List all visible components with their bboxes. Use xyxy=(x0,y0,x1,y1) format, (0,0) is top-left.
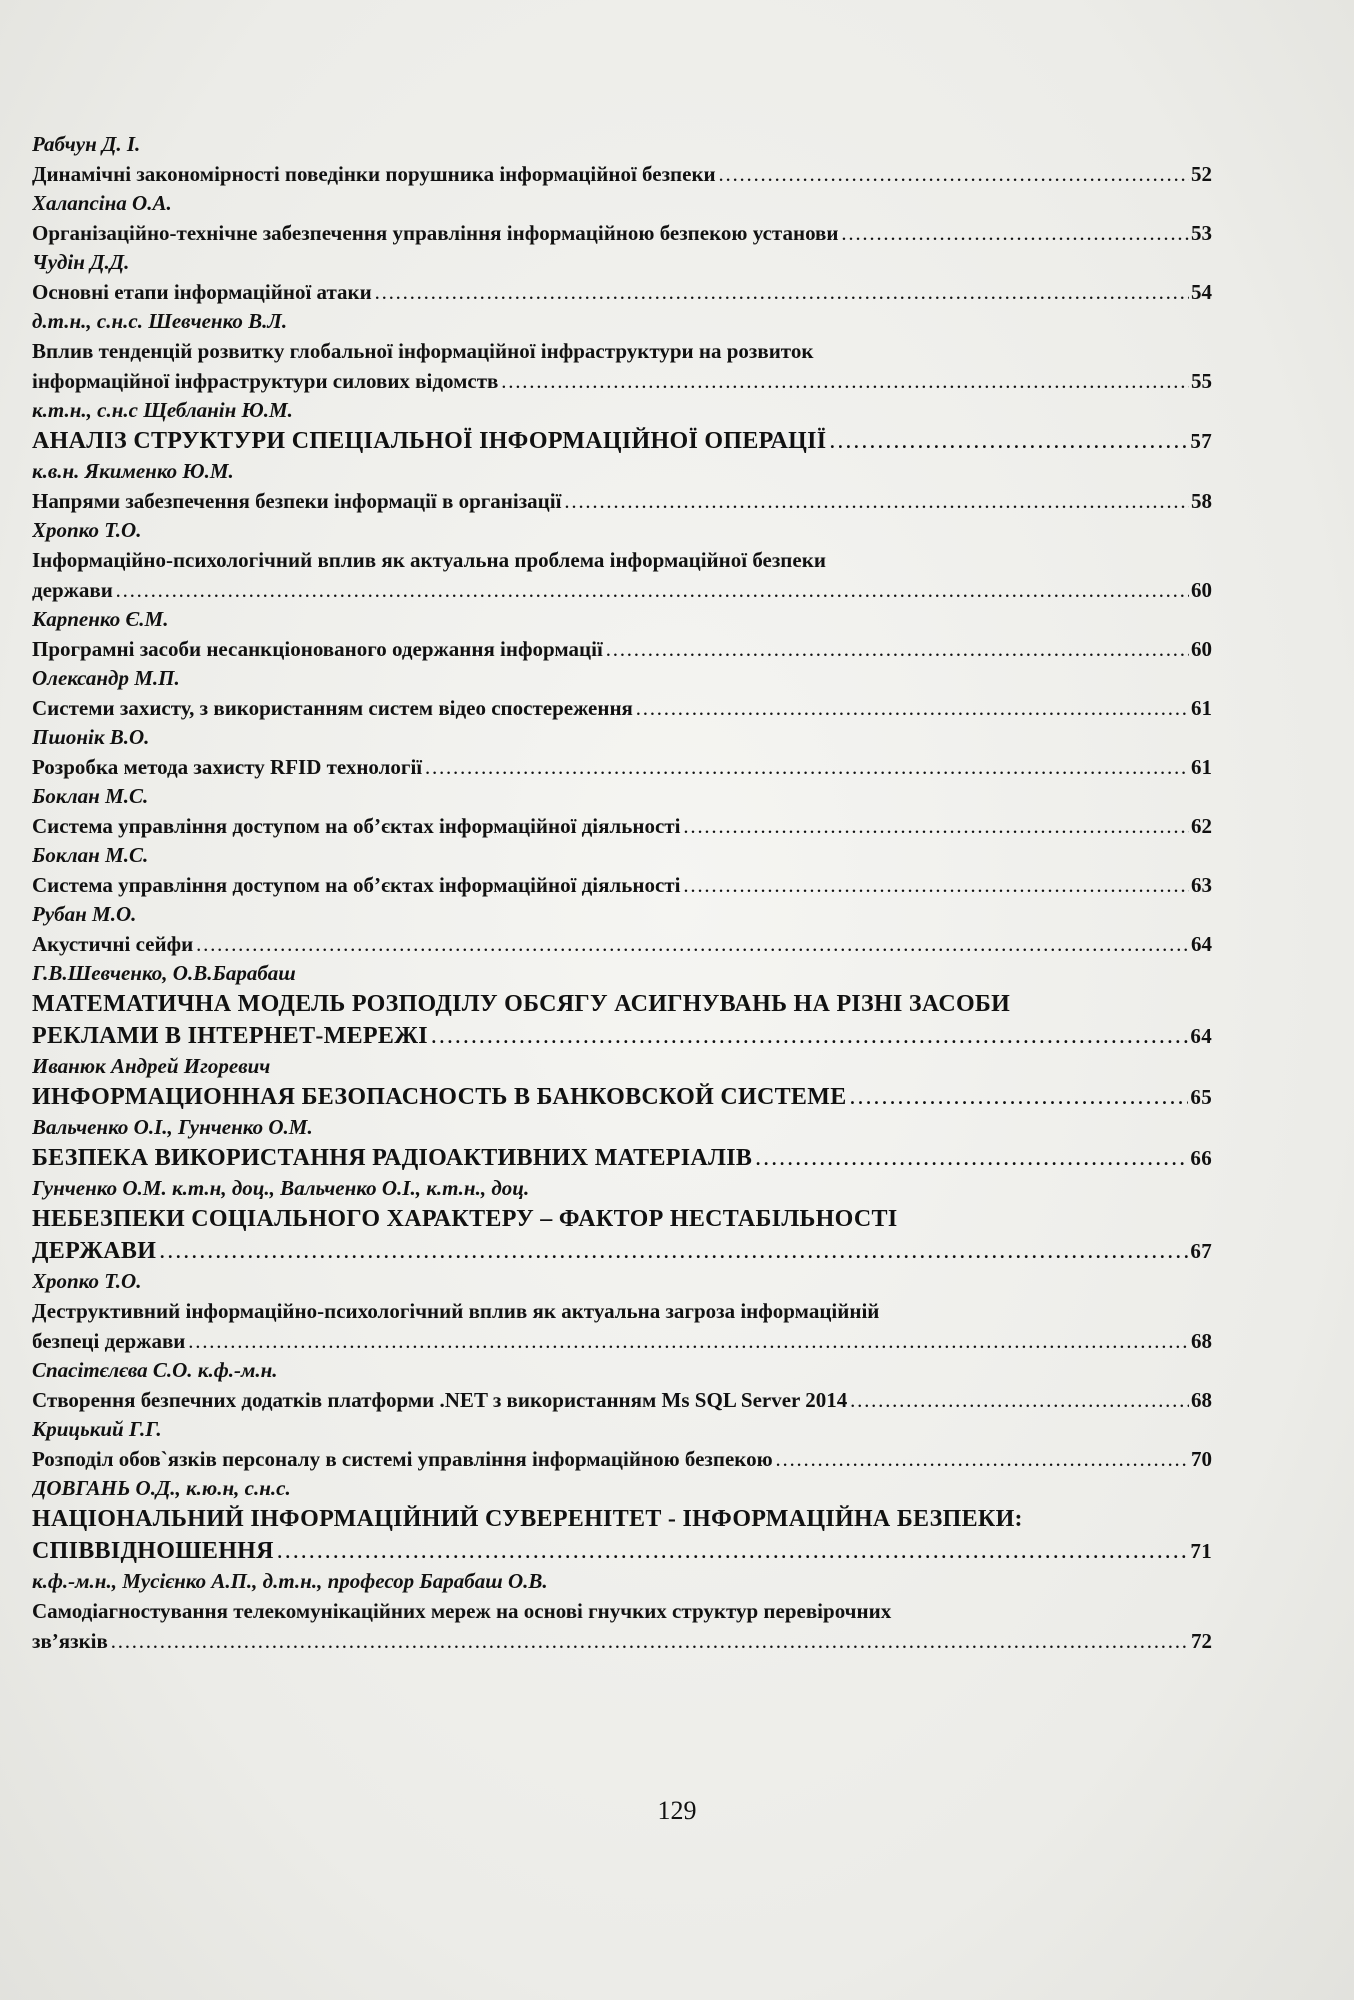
toc-entry-title-line: НАЦІОНАЛЬНИЙ ІНФОРМАЦІЙНИЙ СУВЕРЕНІТЕТ - ІНФОРМАЦІЙНА БЕЗПЕКИ: xyxy=(32,1506,1023,1532)
toc-entry-title-line-last xyxy=(32,159,1212,189)
toc-entry-title-text: ИНФОРМАЦИОННАЯ БЕЗОПАСНОСТЬ В БАНКОВСКОЙ СИСТЕМЕ xyxy=(32,1084,847,1110)
dot-leader xyxy=(158,1235,1188,1267)
toc-entry-author: д.т.н., с.н.с. Шевченко В.Л. xyxy=(32,309,288,333)
toc-entry-title-text: Створення безпечних додатків платформи .NET з використанням Ms SQL Server 2014 xyxy=(32,1388,848,1412)
toc-entry xyxy=(32,1474,1212,1567)
toc-entry-title-text: БЕЗПЕКА ВИКОРИСТАННЯ РАДІОАКТИВНИХ МАТЕРІАЛІВ xyxy=(32,1145,753,1171)
toc-entry-title-text: Програмні засоби несанкціонованого одержання інформації xyxy=(32,637,603,661)
toc-entry-title-text: ДЕРЖАВИ xyxy=(32,1238,157,1264)
toc-entry-title-line: МАТЕМАТИЧНА МОДЕЛЬ РОЗПОДІЛУ ОБСЯГУ АСИГНУВАНЬ НА РІЗНІ ЗАСОБИ xyxy=(32,991,1011,1017)
toc-entry-title-line-last xyxy=(32,218,1212,248)
dot-leader xyxy=(187,1326,1189,1356)
toc-entry-author: Рубан М.О. xyxy=(32,902,137,926)
toc-entry-page: 70 xyxy=(1191,1447,1212,1471)
toc-entry-page: 64 xyxy=(1190,1024,1212,1048)
toc-entry-page: 54 xyxy=(1191,280,1212,304)
toc-entry-title-line-last xyxy=(32,929,1212,959)
toc-entry-page: 67 xyxy=(1190,1239,1212,1263)
toc-entry-title-text: Основні етапи інформаційної атаки xyxy=(32,280,372,304)
toc-entry-author: Боклан М.С. xyxy=(32,784,149,808)
toc-entry xyxy=(32,1415,1212,1474)
toc-entry-title-text: Система управління доступом на об’єктах інформаційної діяльності xyxy=(32,814,681,838)
toc-entry xyxy=(32,396,1212,457)
dot-leader xyxy=(635,693,1189,723)
toc-entry-title-text: РЕКЛАМИ В ІНТЕРНЕТ-МЕРЕЖІ xyxy=(32,1023,428,1049)
toc-entry xyxy=(32,457,1212,516)
toc-entry xyxy=(32,1113,1212,1174)
dot-leader xyxy=(840,218,1189,248)
dot-leader xyxy=(849,1385,1189,1415)
toc-entry-author: Рабчун Д. І. xyxy=(32,132,141,156)
toc-entry-author: Халапсіна О.А. xyxy=(32,191,172,215)
dot-leader xyxy=(849,1081,1189,1113)
toc-entry xyxy=(32,959,1212,1052)
toc-entry-title-line-last xyxy=(32,752,1212,782)
table-of-contents xyxy=(32,130,1212,1656)
toc-entry xyxy=(32,189,1212,248)
dot-leader xyxy=(718,159,1189,189)
toc-entry-title-text: безпеці держави xyxy=(32,1329,186,1353)
toc-entry-title-line: Інформаційно-психологічний вплив як актуальна проблема інформаційної безпеки xyxy=(32,548,826,572)
dot-leader xyxy=(828,425,1188,457)
toc-entry-author: Гунченко О.М. к.т.н, доц., Вальченко О.І., к.т.н., доц. xyxy=(32,1176,530,1200)
toc-entry-page: 71 xyxy=(1190,1539,1212,1563)
toc-entry-title-line-last xyxy=(32,1081,1212,1113)
toc-entry-title-line-last xyxy=(32,1444,1212,1474)
toc-entry-author: Крицький Г.Г. xyxy=(32,1417,162,1441)
toc-entry xyxy=(32,1267,1212,1356)
toc-entry-page: 68 xyxy=(1191,1388,1212,1412)
toc-entry xyxy=(32,130,1212,189)
toc-entry-author: Хропко Т.О. xyxy=(32,1269,142,1293)
toc-entry-page: 61 xyxy=(1191,696,1212,720)
toc-entry-title-line-last xyxy=(32,811,1212,841)
toc-entry-title-line-last xyxy=(32,1020,1212,1052)
toc-entry-title-line-last xyxy=(32,634,1212,664)
toc-entry-title-text: зв’язків xyxy=(32,1629,108,1653)
toc-entry-title-text: Організаційно-технічне забезпечення управління інформаційною безпекою установи xyxy=(32,221,839,245)
dot-leader xyxy=(430,1020,1189,1052)
toc-entry xyxy=(32,723,1212,782)
dot-leader xyxy=(424,752,1189,782)
toc-entry-title-text: Система управління доступом на об’єктах інформаційної діяльності xyxy=(32,873,681,897)
toc-entry-title-line: Вплив тенденцій розвитку глобальної інформаційної інфраструктури на розвиток xyxy=(32,339,814,363)
toc-entry-title-line: Самодіагностування телекомунікаційних мереж на основі гнучких структур перевірочних xyxy=(32,1599,892,1623)
toc-entry-title-text: Напрями забезпечення безпеки інформації в організації xyxy=(32,489,562,513)
toc-entry-page: 60 xyxy=(1191,578,1212,602)
toc-entry-title-line-last xyxy=(32,575,1212,605)
toc-entry-page: 61 xyxy=(1191,755,1212,779)
toc-entry-title-line-last xyxy=(32,1385,1212,1415)
dot-leader xyxy=(110,1626,1189,1656)
toc-entry-page: 65 xyxy=(1190,1085,1212,1109)
toc-entry-author: Пшонік В.О. xyxy=(32,725,150,749)
toc-entry-title-text: СПІВВІДНОШЕННЯ xyxy=(32,1538,274,1564)
toc-entry-page: 60 xyxy=(1191,637,1212,661)
toc-entry-title-line-last xyxy=(32,366,1212,396)
toc-entry-title-line-last xyxy=(32,1535,1212,1567)
toc-entry-title-line-last xyxy=(32,486,1212,516)
toc-entry-author: Хропко Т.О. xyxy=(32,518,142,542)
toc-entry xyxy=(32,248,1212,307)
toc-entry-author: Спасітєлєва С.О. к.ф.-м.н. xyxy=(32,1358,278,1382)
toc-entry-title-text: Акустичні сейфи xyxy=(32,932,194,956)
dot-leader xyxy=(605,634,1189,664)
toc-entry-title-text: Розробка метода захисту RFID технології xyxy=(32,755,423,779)
dot-leader xyxy=(115,575,1189,605)
toc-entry xyxy=(32,664,1212,723)
page-number: 129 xyxy=(657,1796,697,1825)
toc-entry xyxy=(32,1356,1212,1415)
toc-entry xyxy=(32,841,1212,900)
toc-entry-author: Иванюк Андрей Игоревич xyxy=(32,1054,271,1078)
toc-entry-title-text: Системи захисту, з використанням систем відео спостереження xyxy=(32,696,633,720)
toc-entry-page: 62 xyxy=(1191,814,1212,838)
toc-entry xyxy=(32,1567,1212,1656)
toc-entry-page: 53 xyxy=(1191,221,1212,245)
toc-entry-page: 66 xyxy=(1190,1146,1212,1170)
toc-entry-author: Г.В.Шевченко, О.В.Барабаш xyxy=(32,961,296,985)
toc-entry xyxy=(32,307,1212,396)
toc-entry xyxy=(32,900,1212,959)
toc-entry-page: 58 xyxy=(1191,489,1212,513)
toc-entry-author: Боклан М.С. xyxy=(32,843,149,867)
toc-entry-page: 64 xyxy=(1191,932,1212,956)
toc-entry-title-line: Деструктивний інформаційно-психологічний вплив як актуальна загроза інформаційній xyxy=(32,1299,880,1323)
toc-entry-title-text: АНАЛІЗ СТРУКТУРИ СПЕЦІАЛЬНОЇ ІНФОРМАЦІЙНОЇ ОПЕРАЦІЇ xyxy=(32,428,827,454)
dot-leader xyxy=(276,1535,1189,1567)
toc-entry-author: Олександр М.П. xyxy=(32,666,180,690)
toc-entry-title-line-last xyxy=(32,1326,1212,1356)
toc-entry xyxy=(32,605,1212,664)
dot-leader xyxy=(563,486,1189,516)
toc-entry-title-line-last xyxy=(32,1142,1212,1174)
toc-entry-title-line-last xyxy=(32,277,1212,307)
toc-entry-author: Вальченко О.І., Гунченко О.М. xyxy=(32,1115,313,1139)
toc-entry-author: Чудін Д.Д. xyxy=(32,250,130,274)
toc-entry-title-text: інформаційної інфраструктури силових відомств xyxy=(32,369,499,393)
toc-entry-page: 63 xyxy=(1191,873,1212,897)
toc-entry-author: к.ф.-м.н., Мусієнко А.П., д.т.н., професор Барабаш О.В. xyxy=(32,1569,548,1593)
toc-entry-author: Карпенко Є.М. xyxy=(32,607,169,631)
toc-entry-page: 68 xyxy=(1191,1329,1212,1353)
toc-entry xyxy=(32,782,1212,841)
dot-leader xyxy=(374,277,1189,307)
toc-entry-title-text: держави xyxy=(32,578,113,602)
toc-entry-page: 55 xyxy=(1191,369,1212,393)
dot-leader xyxy=(682,870,1189,900)
toc-entry xyxy=(32,1052,1212,1113)
toc-entry-title-line-last xyxy=(32,693,1212,723)
toc-entry-page: 57 xyxy=(1190,429,1212,453)
toc-entry-author: ДОВГАНЬ О.Д., к.ю.н, с.н.с. xyxy=(32,1476,291,1500)
toc-entry-title-line-last xyxy=(32,870,1212,900)
toc-entry-title-text: Динамічні закономірності поведінки порушника інформаційної безпеки xyxy=(32,162,716,186)
dot-leader xyxy=(500,366,1189,396)
dot-leader xyxy=(682,811,1189,841)
toc-entry-page: 72 xyxy=(1191,1629,1212,1653)
dot-leader xyxy=(775,1444,1189,1474)
toc-entry-title-line-last xyxy=(32,1626,1212,1656)
toc-entry-title-line: НЕБЕЗПЕКИ СОЦІАЛЬНОГО ХАРАКТЕРУ – ФАКТОР НЕСТАБІЛЬНОСТІ xyxy=(32,1206,898,1232)
dot-leader xyxy=(754,1142,1188,1174)
toc-entry-page: 52 xyxy=(1191,162,1212,186)
toc-entry xyxy=(32,1174,1212,1267)
toc-entry-title-text: Розподіл обов`язків персоналу в системі управління інформаційною безпекою xyxy=(32,1447,773,1471)
toc-entry-title-line-last xyxy=(32,1235,1212,1267)
toc-entry-author: к.т.н., с.н.с Щебланін Ю.М. xyxy=(32,398,293,422)
toc-entry-author: к.в.н. Якименко Ю.М. xyxy=(32,459,234,483)
dot-leader xyxy=(195,929,1189,959)
toc-entry-title-line-last xyxy=(32,425,1212,457)
toc-entry xyxy=(32,516,1212,605)
